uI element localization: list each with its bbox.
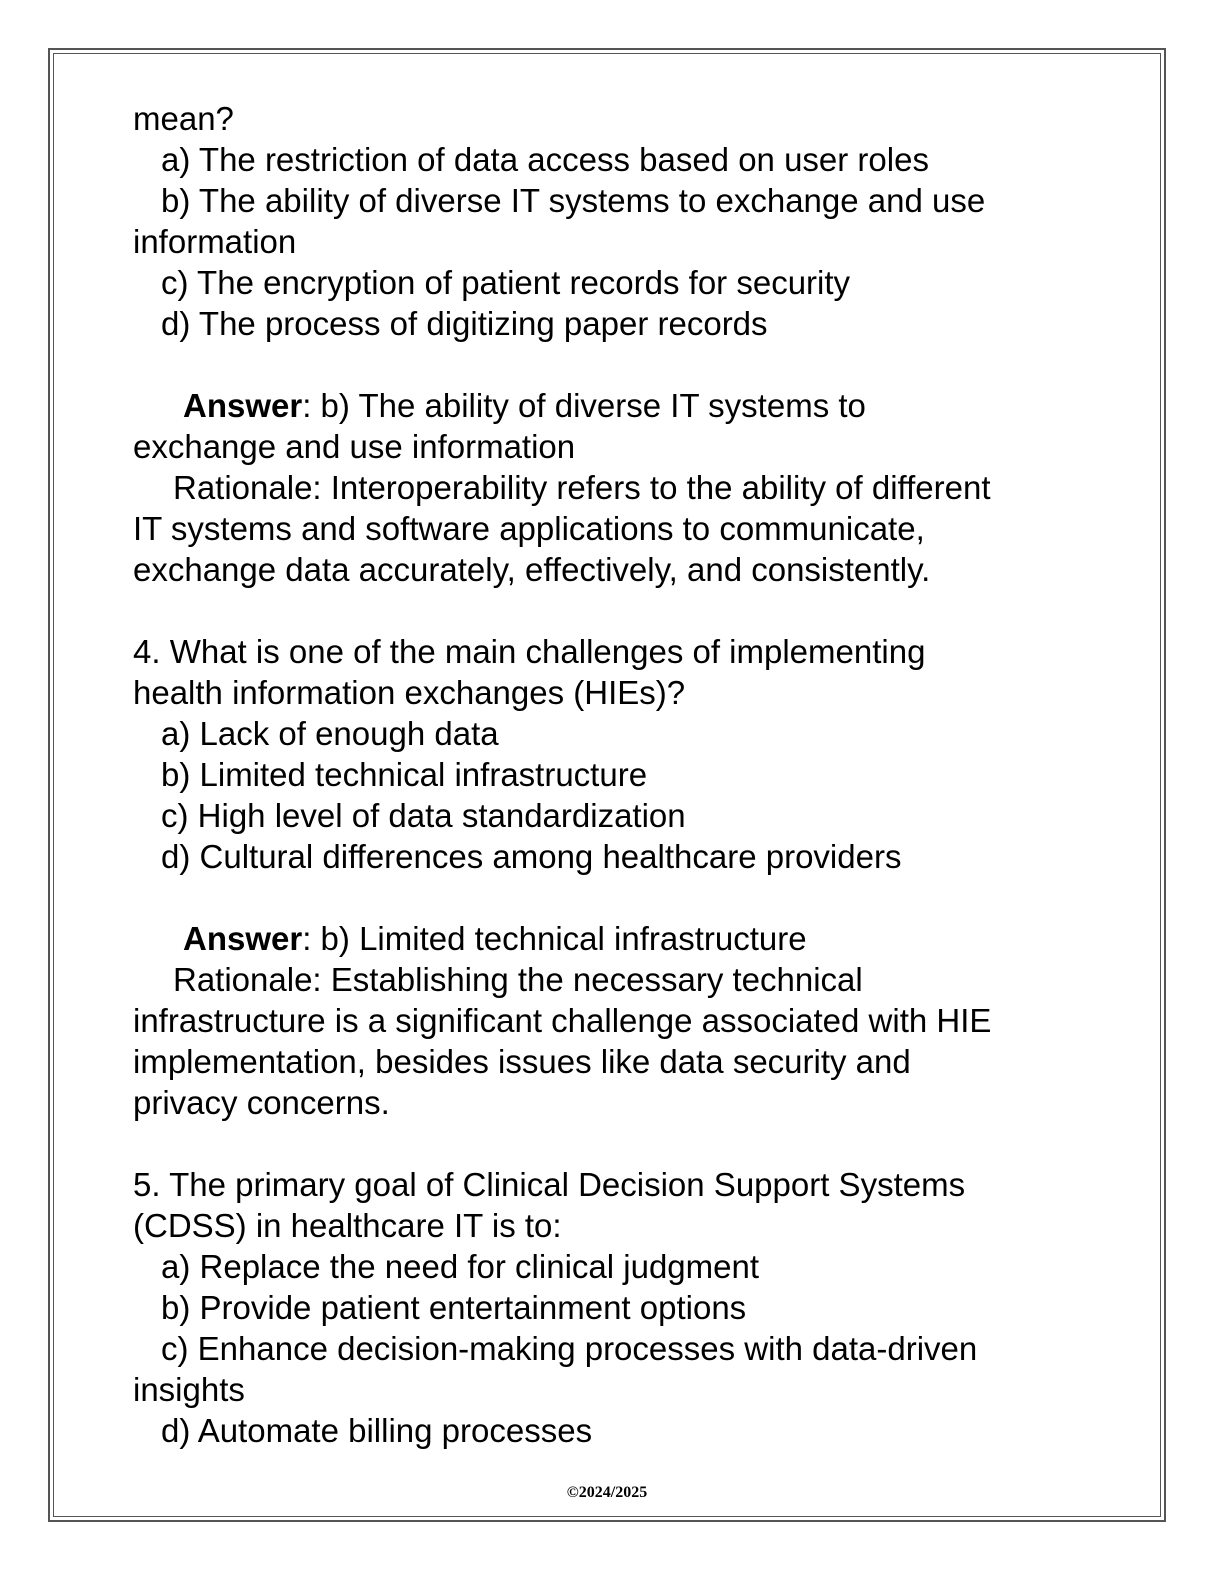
blank-line: [133, 344, 1093, 385]
line-text: c) High level of data standardization: [161, 797, 686, 834]
line-text: (CDSS) in healthcare IT is to:: [133, 1207, 562, 1244]
line-text: c) The encryption of patient records for security: [161, 264, 851, 301]
line-text: mean?: [133, 100, 234, 137]
text-line: [133, 1246, 1093, 1287]
line-text: c) Enhance decision-making processes with data-driven: [161, 1330, 978, 1367]
line-text: b) Limited technical infrastructure: [161, 756, 648, 793]
text-line: [133, 262, 1093, 303]
line-text: information: [133, 223, 297, 260]
line-text: b) The ability of diverse IT systems to exchange and use: [161, 182, 986, 219]
text-line: [133, 426, 1093, 467]
line-text: d) Automate billing processes: [161, 1412, 593, 1449]
text-line: [133, 1369, 1093, 1410]
line-text: 4. What is one of the main challenges of implementing: [133, 633, 926, 670]
text-line: [133, 672, 1093, 713]
line-text: privacy concerns.: [133, 1084, 390, 1121]
line-text: d) The process of digitizing paper records: [161, 305, 768, 342]
answer-label: Answer: [183, 387, 303, 424]
line-text: IT systems and software applications to communicate,: [133, 510, 925, 547]
text-line: [133, 385, 1093, 426]
line-text: insights: [133, 1371, 245, 1408]
text-line: [133, 139, 1093, 180]
text-line: [133, 508, 1093, 549]
copyright-footer: ©2024/2025: [566, 1484, 648, 1501]
text-line: [133, 1082, 1093, 1123]
text-line: [133, 795, 1093, 836]
text-line: [133, 221, 1093, 262]
text-line: [133, 549, 1093, 590]
line-text: Rationale: Interoperability refers to the ability of different: [173, 469, 991, 506]
text-line: [133, 754, 1093, 795]
text-line: [133, 836, 1093, 877]
text-line: [133, 1000, 1093, 1041]
line-text: Rationale: Establishing the necessary technical: [173, 961, 863, 998]
text-line: [133, 713, 1093, 754]
line-text: health information exchanges (HIEs)?: [133, 674, 686, 711]
line-text: exchange and use information: [133, 428, 576, 465]
line-text: infrastructure is a significant challenge associated with HIE: [133, 1002, 992, 1039]
text-line: [133, 631, 1093, 672]
text-line: [133, 918, 1093, 959]
line-text: a) The restriction of data access based on user roles: [161, 141, 929, 178]
text-line: [133, 1041, 1093, 1082]
blank-line: [133, 1123, 1093, 1164]
line-text: d) Cultural differences among healthcare providers: [161, 838, 902, 875]
line-text: a) Lack of enough data: [161, 715, 499, 752]
text-line: [133, 959, 1093, 1000]
answer-text: : b) The ability of diverse IT systems to: [302, 387, 866, 424]
answer-label: Answer: [183, 920, 303, 957]
text-line: [133, 467, 1093, 508]
text-line: [133, 1164, 1093, 1205]
line-text: exchange data accurately, effectively, and consistently.: [133, 551, 931, 588]
line-text: 5. The primary goal of Clinical Decision Support Systems: [133, 1166, 966, 1203]
text-line: [133, 180, 1093, 221]
text-line: [133, 303, 1093, 344]
text-line: [133, 1205, 1093, 1246]
text-line: [133, 1328, 1093, 1369]
line-text: implementation, besides issues like data security and: [133, 1043, 911, 1080]
text-line: [133, 1410, 1093, 1451]
text-line: [133, 98, 1093, 139]
blank-line: [133, 877, 1093, 918]
answer-text: : b) Limited technical infrastructure: [302, 920, 807, 957]
document-body: [133, 98, 1093, 1451]
text-line: [133, 1287, 1093, 1328]
line-text: a) Replace the need for clinical judgment: [161, 1248, 760, 1285]
blank-line: [133, 590, 1093, 631]
line-text: b) Provide patient entertainment options: [161, 1289, 747, 1326]
